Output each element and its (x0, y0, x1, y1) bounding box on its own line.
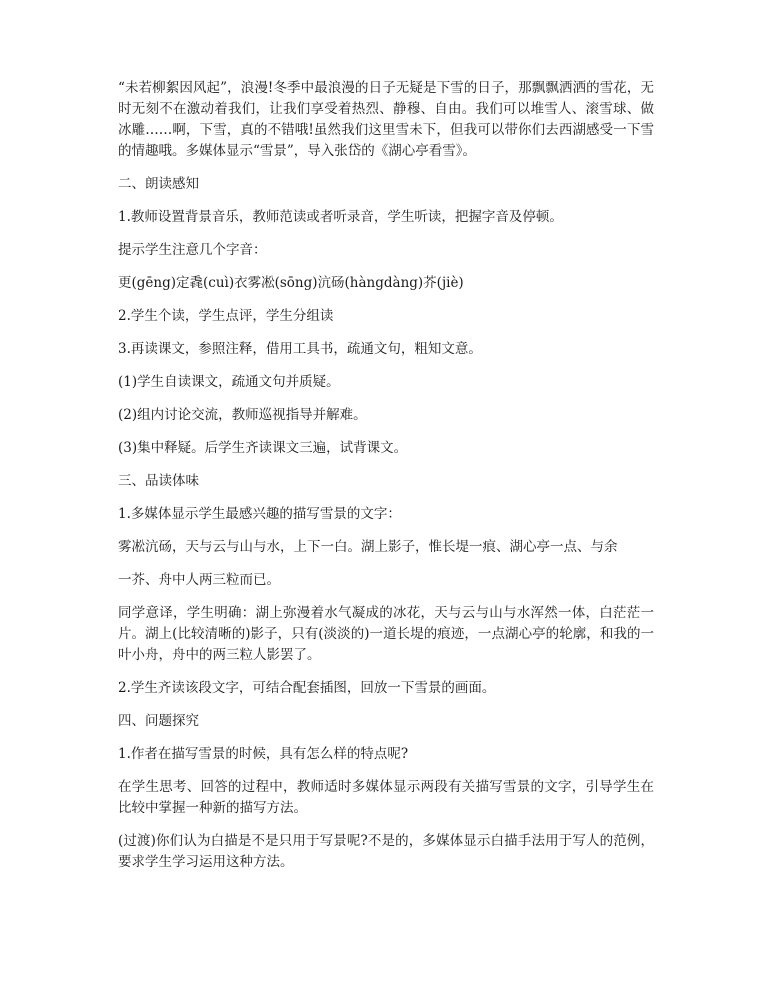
intro-paragraph: “未若柳絮因风起”，浪漫!冬季中最浪漫的日子无疑是下雪的日子，那飘飘洒洒的雪花，无时无刻不在激动着我们，让我们享受着热烈、静穆、自由。我们可以堆雪人、滚雪球、做冰雕……啊，下雪，真的不错哦!虽然我们这里雪未下，但我可以带你们去西湖感受一下雪的情趣哦。多媒体显示“雪景”，导入张岱的《湖心亭看雪》。 (118, 80, 654, 159)
paragraph: 同学意译，学生明确：湖上弥漫着水气凝成的冰花，天与云与山与水浑然一体，白茫茫一片。湖上(比较清晰的)影子，只有(淡淡的)一道长堤的痕迹，一点湖心亭的轮廓，和我的一叶小舟，舟中的两三粒人影罢了。 (118, 605, 654, 663)
paragraph: (过渡)你们认为白描是不是只用于写景呢?不是的，多媒体显示白描手法用于写人的范例，要求学生学习运用这种方法。 (118, 833, 654, 870)
paragraph: 2.学生齐读该段文字，可结合配套插图，回放一下雪景的画面。 (118, 680, 496, 696)
document-body (118, 78, 654, 885)
paragraph: 1.教师设置背景音乐，教师范读或者听录音，学生听读，把握字音及停顿。 (118, 209, 563, 225)
section-heading-inquiry: 四、问题探究 (118, 713, 199, 729)
paragraph: 提示学生注意几个字音： (118, 242, 267, 258)
paragraph: (3)集中释疑。后学生齐读课文三遍，试背课文。 (118, 440, 408, 456)
quoted-text-continued: 一芥、舟中人两三粒而已。 (118, 572, 280, 588)
section-heading-reading: 二、朗读感知 (118, 176, 199, 192)
pronunciation-line: 更(gēng)定毳(cuì)衣雾凇(sōng)沆砀(hàngdàng)芥(jiè) (118, 275, 464, 291)
paragraph: (2)组内讨论交流，教师巡视指导并解难。 (118, 407, 367, 423)
paragraph: 2.学生个读，学生点评，学生分组读 (118, 308, 334, 324)
paragraph: 1.作者在描写雪景的时候，具有怎么样的特点呢? (118, 746, 409, 762)
section-heading-appreciation: 三、品读体味 (118, 473, 199, 489)
paragraph: 1.多媒体显示学生最感兴趣的描写雪景的文字： (118, 506, 401, 522)
paragraph: 3.再读课文，参照注释，借用工具书，疏通文句，粗知文意。 (118, 341, 482, 357)
paragraph: 在学生思考、回答的过程中，教师适时多媒体显示两段有关描写雪景的文字，引导学生在比较中掌握一种新的描写方法。 (118, 779, 654, 816)
paragraph: (1)学生自读课文，疏通文句并质疑。 (118, 374, 340, 390)
quoted-text: 雾凇沆砀，天与云与山与水，上下一白。湖上影子，惟长堤一痕、湖心亭一点、与余 (118, 539, 618, 555)
